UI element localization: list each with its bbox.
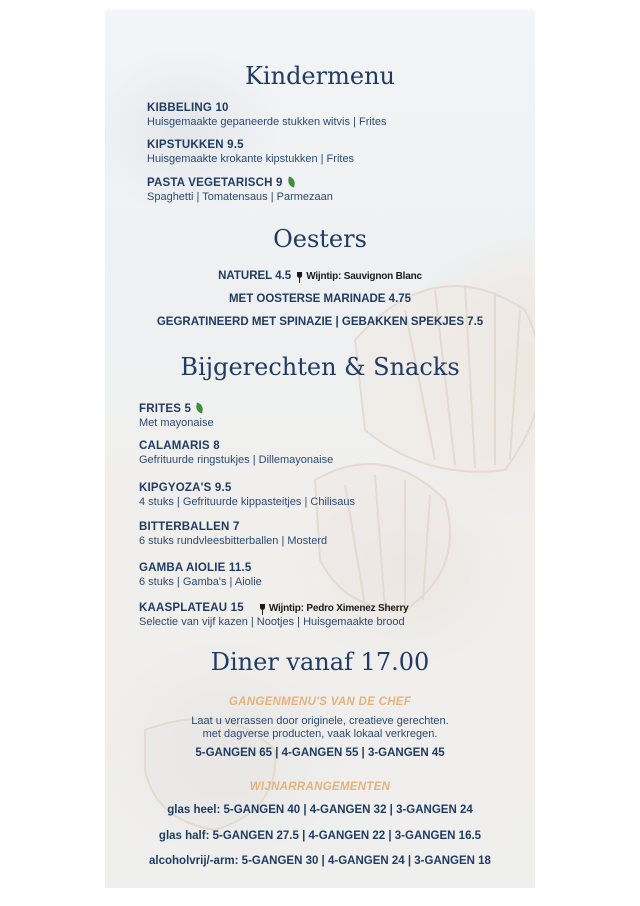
- item-name: FRITES 5: [139, 403, 192, 415]
- item-description: Selectie van vijf kazen | Nootjes | Huisgemaakte brood: [139, 616, 405, 628]
- menu-page: [105, 10, 535, 888]
- menu-item: [147, 102, 386, 128]
- item-name: PASTA VEGETARISCH 9: [147, 177, 283, 189]
- section-title-oesters: Oesters: [273, 225, 367, 253]
- menu-item: [139, 602, 409, 628]
- menu-item: [139, 440, 333, 466]
- gangen-description-line-1: Laat u verrassen door originele, creatieve gerechten.: [191, 715, 449, 727]
- wijn-line: glas half: 5-GANGEN 27.5 | 4-GANGEN 22 | 3-GANGEN 16.5: [158, 830, 482, 842]
- item-name-row: [139, 602, 409, 614]
- item-description: 6 stuks rundvleesbitterballen | Mosterd: [139, 535, 328, 547]
- item-description: Gefrituurde ringstukjes | Dillemayonaise: [139, 454, 334, 466]
- gangen-description-line-2: met dagverse producten, vaak lokaal verkregen.: [202, 728, 438, 740]
- menu-item: [147, 177, 333, 203]
- item-name: KIPGYOZA'S 9.5: [139, 482, 232, 494]
- gangen-prices: 5-GANGEN 65 | 4-GANGEN 55 | 3-GANGEN 45: [195, 747, 445, 759]
- menu-item: [139, 562, 262, 588]
- item-description: Huisgemaakte krokante kipstukken | Frites: [147, 153, 355, 165]
- wijn-line: glas heel: 5-GANGEN 40 | 4-GANGEN 32 | 3-GANGEN 24: [167, 804, 473, 816]
- item-name: KAASPLATEAU 15: [139, 602, 244, 614]
- leaf-icon: [287, 176, 296, 187]
- wine-tip: Wijntip: Pedro Ximenez Sherry: [268, 603, 409, 614]
- section-title-diner: Diner vanaf 17.00: [210, 648, 430, 676]
- menu-item: [147, 139, 354, 165]
- item-description: Met mayonaise: [139, 417, 214, 429]
- wijnarrangementen-heading: WIJNARRANGEMENTEN: [249, 781, 391, 793]
- item-description: 6 stuks | Gamba's | Aiolie: [139, 576, 262, 588]
- wijn-line: alcoholvrij/-arm: 5-GANGEN 30 | 4-GANGEN 24 | 3-GANGEN 18: [149, 855, 491, 867]
- item-name-row: [139, 403, 214, 415]
- oyster-line: GEGRATINEERD MET SPINAZIE | GEBAKKEN SPEKJES 7.5: [156, 316, 484, 328]
- section-title-bijgerechten: Bijgerechten & Snacks: [180, 353, 460, 381]
- menu-item: [139, 403, 214, 429]
- item-name: KIBBELING 10: [147, 102, 229, 114]
- item-name: CALAMARIS 8: [139, 440, 220, 452]
- item-name: KIPSTUKKEN 9.5: [147, 139, 244, 151]
- menu-item: [139, 521, 327, 547]
- item-description: 4 stuks | Gefrituurde kippasteitjes | Chilisaus: [139, 496, 356, 508]
- item-name: GAMBA AIOLIE 11.5: [139, 562, 252, 574]
- menu-item: [139, 482, 355, 508]
- oyster-line-text: NATUREL 4.5: [218, 270, 292, 282]
- item-description: Huisgemaakte gepaneerde stukken witvis | Frites: [147, 116, 387, 128]
- item-name: BITTERBALLEN 7: [139, 521, 240, 533]
- wine-glass-icon: [260, 604, 265, 610]
- wine-glass-icon: [297, 272, 302, 278]
- wine-tip: Wijntip: Sauvignon Blanc: [306, 271, 422, 282]
- item-description: Spaghetti | Tomatensaus | Parmezaan: [147, 191, 333, 203]
- oyster-line: [105, 270, 535, 282]
- leaf-icon: [195, 402, 204, 413]
- oyster-line: MET OOSTERSE MARINADE 4.75: [228, 293, 412, 305]
- section-title-kindermenu: Kindermenu: [245, 62, 395, 90]
- item-name-row: [147, 177, 333, 189]
- gangen-heading: GANGENMENU'S VAN DE CHEF: [228, 696, 412, 708]
